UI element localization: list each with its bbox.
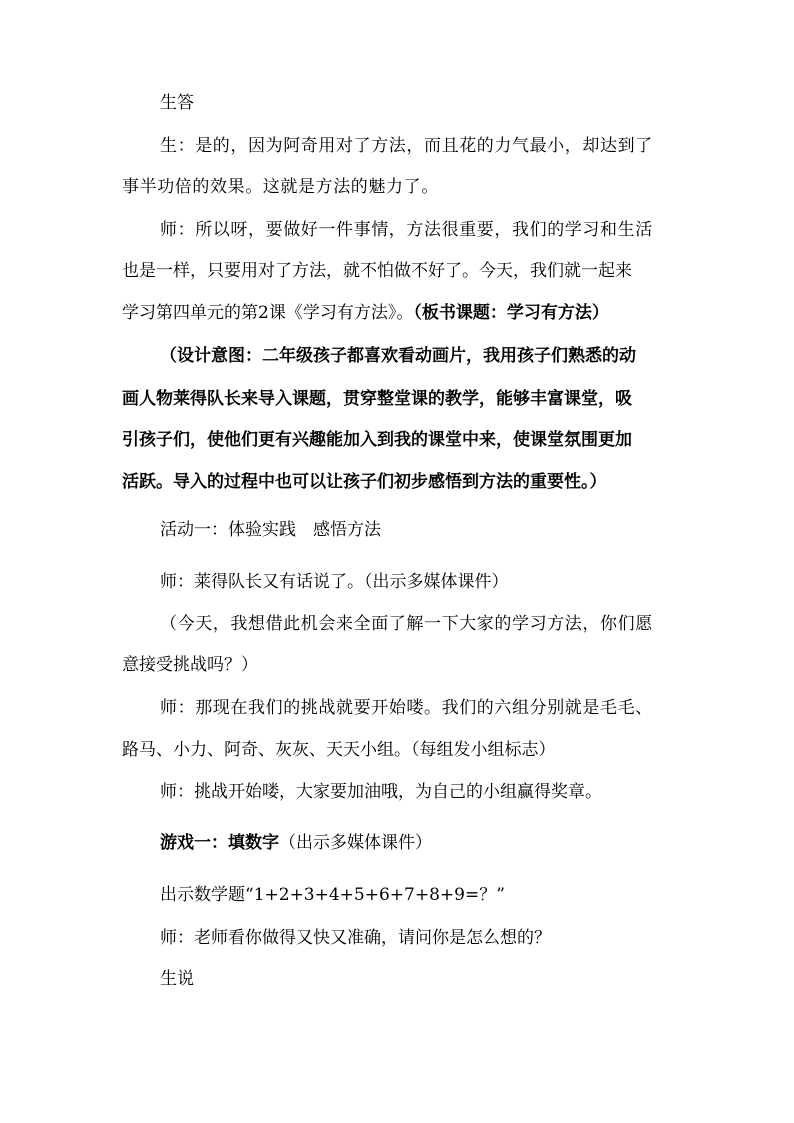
line-challenge-intro-cont: 意接受挑战吗？）	[122, 655, 258, 675]
design-intent-line-2: 画人物莱得队长来导入课题，贯穿整堂课的教学，能够丰富课堂，吸	[122, 389, 632, 409]
line-teacher-groups-cont: 路马、小力、阿奇、灰灰、天天小组。（每组发小组标志）	[122, 740, 556, 760]
design-intent-line-1: （设计意图：二年级孩子都喜欢看动画片，我用孩子们熟悉的动	[160, 346, 636, 366]
line-teacher-groups: 师：那现在我们的挑战就要开始喽。我们的六组分别就是毛毛、	[160, 698, 653, 718]
design-intent-line-4: 活跃。导入的过程中也可以让孩子们初步感悟到方法的重要性。）	[122, 472, 607, 492]
line-student-answer: 生答	[160, 93, 194, 113]
game-one-note: （出示多媒体课件）	[279, 833, 432, 853]
line-student-reply-cont: 事半功倍的效果。这就是方法的魅力了。	[122, 177, 439, 197]
line-teacher-ryder: 师：莱得队长又有话说了。（出示多媒体课件）	[160, 572, 509, 592]
line-challenge-intro: （今天，我想借此机会来全面了解一下大家的学习方法，你们愿	[160, 614, 653, 634]
board-title-note: （板书课题：学习有方法）	[413, 303, 609, 323]
activity-one-heading: 活动一：体验实践 感悟方法	[160, 520, 381, 540]
line-student-reply: 生：是的，因为阿奇用对了方法，而且花的力气最小，却达到了	[160, 136, 653, 156]
design-intent-line-3: 引孩子们，使他们更有兴趣能加入到我的课堂中来，使课堂氛围更加	[122, 430, 632, 450]
line-teacher-start: 师：挑战开始喽，大家要加油哦，为自己的小组赢得奖章。	[160, 782, 602, 802]
line-teacher-lesson	[122, 303, 609, 323]
line-math-problem: 出示数学题“1+2+3+4+5+6+7+8+9=？”	[160, 885, 505, 905]
lesson-title-text: 学习第四单元的第2课《学习有方法》。	[122, 303, 414, 323]
game-one-title: 游戏一：填数字	[160, 833, 279, 853]
line-student-says: 生说	[160, 969, 194, 989]
game-one-heading	[160, 833, 432, 853]
line-teacher-method-cont: 也是一样，只要用对了方法，就不怕做不好了。今天，我们就一起来	[122, 261, 632, 281]
line-teacher-method: 师：所以呀，要做好一件事情，方法很重要，我们的学习和生活	[160, 220, 653, 240]
line-teacher-question: 师：老师看你做得又快又准确，请问你是怎么想的？	[160, 928, 551, 948]
